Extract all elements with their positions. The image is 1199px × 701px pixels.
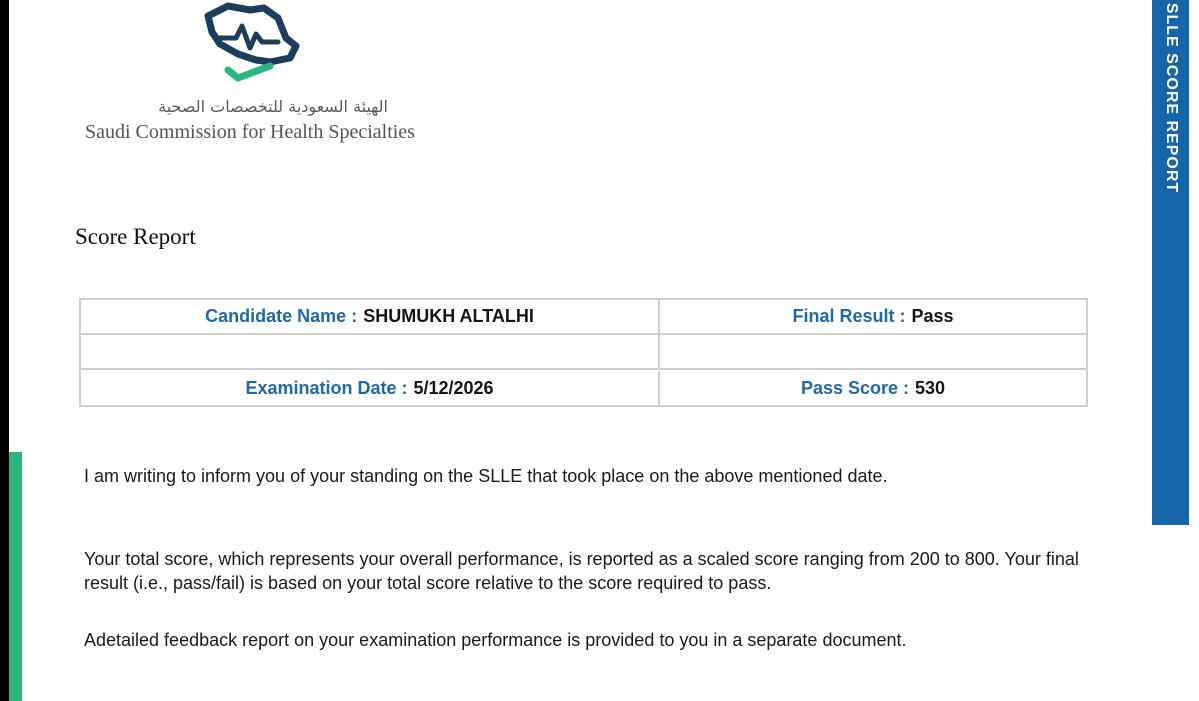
final-result-cell xyxy=(660,300,1086,333)
green-accent-strip xyxy=(9,452,22,701)
final-result-value: Pass xyxy=(911,306,954,326)
pass-score-label: Pass Score : xyxy=(800,378,909,398)
side-banner-label xyxy=(1158,0,1184,195)
score-explanation-paragraph: Your total score, which represents your overall performance, is reported as a scaled score ranging from 200 to 800. Your final result (i.e., pass/fail) is based on your total score relative to the score required to pass. xyxy=(84,549,1079,593)
intro-paragraph: I am writing to inform you of your standing on the SLLE that took place on the above mentioned date. xyxy=(84,466,888,486)
organization-logo-block xyxy=(84,0,424,150)
organization-name-arabic: الهيئة السعودية للتخصصات الصحية xyxy=(158,97,388,116)
scfhs-logo-icon xyxy=(198,2,304,88)
exam-date-cell xyxy=(81,371,660,406)
document-title: Score Report xyxy=(75,224,196,249)
candidate-name-label: Candidate Name : xyxy=(205,306,358,326)
exam-date-value: 5/12/2026 xyxy=(413,378,494,398)
candidate-info-table xyxy=(79,298,1088,407)
pass-score-cell xyxy=(660,371,1086,406)
right-page-edge xyxy=(1189,0,1199,701)
candidate-name-cell xyxy=(81,300,660,333)
side-banner-text: SLLE SCORE REPORT xyxy=(1163,2,1181,193)
table-row xyxy=(81,371,1086,406)
exam-date-label: Examination Date : xyxy=(245,378,408,398)
final-result-label: Final Result : xyxy=(792,306,906,326)
candidate-name-value: SHUMUKH ALTALHI xyxy=(363,306,534,326)
table-row xyxy=(81,335,1086,370)
empty-cell xyxy=(81,335,660,368)
table-row xyxy=(81,300,1086,335)
left-page-edge xyxy=(0,0,9,701)
feedback-paragraph: Adetailed feedback report on your examination performance is provided to you in a separate document. xyxy=(84,630,907,650)
empty-cell xyxy=(660,335,1086,368)
pass-score-value: 530 xyxy=(915,378,946,398)
organization-name-english: Saudi Commission for Health Specialties xyxy=(85,121,415,143)
